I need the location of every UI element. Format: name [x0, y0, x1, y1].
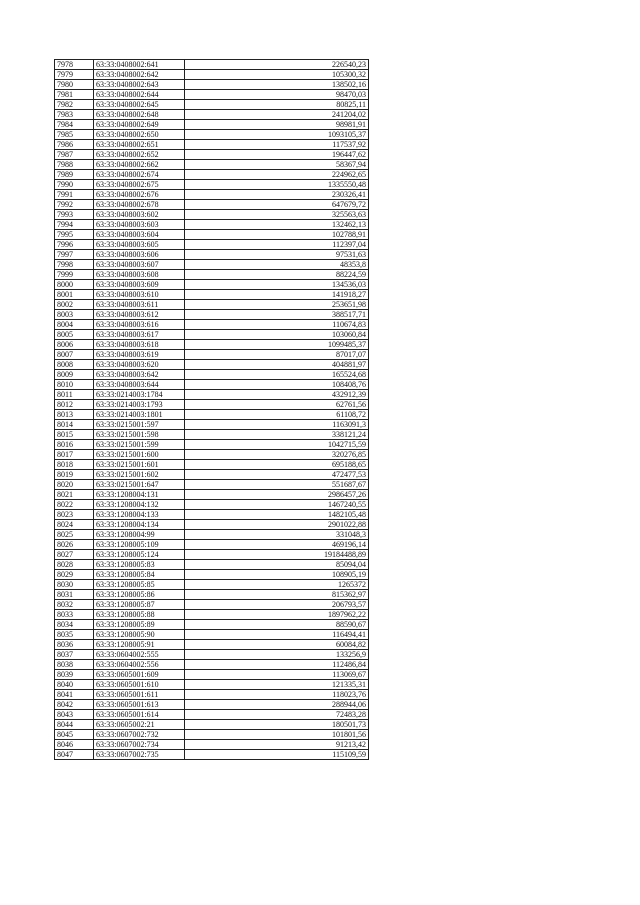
table-row	[55, 110, 369, 120]
table-row	[55, 480, 369, 490]
row-number: 8038	[55, 660, 94, 670]
table-row	[55, 380, 369, 390]
table-row	[55, 170, 369, 180]
data-table	[54, 59, 369, 760]
cadastral-value: 98981,91	[185, 120, 369, 130]
cadastral-number: 63:33:0408002:674	[94, 170, 185, 180]
row-number: 8019	[55, 470, 94, 480]
row-number: 8025	[55, 530, 94, 540]
table-row	[55, 490, 369, 500]
row-number: 7991	[55, 190, 94, 200]
cadastral-value: 331048,3	[185, 530, 369, 540]
cadastral-number: 63:33:1208004:133	[94, 510, 185, 520]
cadastral-value: 101801,56	[185, 730, 369, 740]
cadastral-number: 63:33:0408003:602	[94, 210, 185, 220]
row-number: 7985	[55, 130, 94, 140]
row-number: 8034	[55, 620, 94, 630]
cadastral-value: 87017,07	[185, 350, 369, 360]
row-number: 8012	[55, 400, 94, 410]
cadastral-value: 118023,76	[185, 690, 369, 700]
table-row	[55, 450, 369, 460]
row-number: 7983	[55, 110, 94, 120]
table-row	[55, 590, 369, 600]
table-row	[55, 500, 369, 510]
row-number: 7993	[55, 210, 94, 220]
cadastral-number: 63:33:0408003:606	[94, 250, 185, 260]
cadastral-number: 63:33:1208005:89	[94, 620, 185, 630]
table-row	[55, 140, 369, 150]
cadastral-value: 98470,03	[185, 90, 369, 100]
row-number: 8033	[55, 610, 94, 620]
table-row	[55, 750, 369, 760]
row-number: 7984	[55, 120, 94, 130]
row-number: 7990	[55, 180, 94, 190]
cadastral-value: 2901022,88	[185, 520, 369, 530]
cadastral-number: 63:33:0408002:650	[94, 130, 185, 140]
table-body	[55, 60, 369, 760]
row-number: 8003	[55, 310, 94, 320]
table-row	[55, 100, 369, 110]
cadastral-value: 103060,84	[185, 330, 369, 340]
table-row	[55, 300, 369, 310]
cadastral-value: 206793,57	[185, 600, 369, 610]
row-number: 7994	[55, 220, 94, 230]
table-row	[55, 540, 369, 550]
table-row	[55, 670, 369, 680]
row-number: 7992	[55, 200, 94, 210]
table-row	[55, 330, 369, 340]
table-row	[55, 580, 369, 590]
cadastral-value: 121335,31	[185, 680, 369, 690]
table-row	[55, 160, 369, 170]
cadastral-value: 647679,72	[185, 200, 369, 210]
table-row	[55, 250, 369, 260]
cadastral-number: 63:33:0604002:556	[94, 660, 185, 670]
row-number: 7996	[55, 240, 94, 250]
table-row	[55, 60, 369, 70]
cadastral-number: 63:33:0605001:610	[94, 680, 185, 690]
cadastral-value: 141918,27	[185, 290, 369, 300]
cadastral-number: 63:33:1208004:99	[94, 530, 185, 540]
cadastral-number: 63:33:1208005:88	[94, 610, 185, 620]
cadastral-number: 63:33:1208004:132	[94, 500, 185, 510]
table-row	[55, 740, 369, 750]
row-number: 8042	[55, 700, 94, 710]
table-row	[55, 400, 369, 410]
cadastral-number: 63:33:0215001:597	[94, 420, 185, 430]
cadastral-value: 1897962,22	[185, 610, 369, 620]
cadastral-number: 63:33:0215001:601	[94, 460, 185, 470]
table-row	[55, 730, 369, 740]
cadastral-number: 63:33:0408002:645	[94, 100, 185, 110]
row-number: 7980	[55, 80, 94, 90]
cadastral-value: 196447,62	[185, 150, 369, 160]
row-number: 8040	[55, 680, 94, 690]
cadastral-number: 63:33:1208005:124	[94, 550, 185, 560]
cadastral-number: 63:33:0408002:676	[94, 190, 185, 200]
cadastral-number: 63:33:0408003:605	[94, 240, 185, 250]
table-row	[55, 390, 369, 400]
cadastral-value: 138502,16	[185, 80, 369, 90]
row-number: 7987	[55, 150, 94, 160]
table-row	[55, 710, 369, 720]
cadastral-value: 134536,03	[185, 280, 369, 290]
cadastral-number: 63:33:1208005:90	[94, 630, 185, 640]
cadastral-value: 253651,98	[185, 300, 369, 310]
cadastral-value: 19184488,89	[185, 550, 369, 560]
table-row	[55, 230, 369, 240]
cadastral-number: 63:33:0408002:642	[94, 70, 185, 80]
row-number: 8026	[55, 540, 94, 550]
cadastral-number: 63:33:1208005:85	[94, 580, 185, 590]
row-number: 7982	[55, 100, 94, 110]
cadastral-number: 63:33:0408002:675	[94, 180, 185, 190]
row-number: 8017	[55, 450, 94, 460]
cadastral-number: 63:33:0408003:620	[94, 360, 185, 370]
cadastral-number: 63:33:1208005:86	[94, 590, 185, 600]
row-number: 8041	[55, 690, 94, 700]
row-number: 8027	[55, 550, 94, 560]
cadastral-number: 63:33:0215001:602	[94, 470, 185, 480]
row-number: 8004	[55, 320, 94, 330]
cadastral-number: 63:33:0215001:598	[94, 430, 185, 440]
cadastral-value: 1163091,3	[185, 420, 369, 430]
table-row	[55, 130, 369, 140]
row-number: 8023	[55, 510, 94, 520]
cadastral-number: 63:33:0408003:607	[94, 260, 185, 270]
cadastral-value: 102788,91	[185, 230, 369, 240]
row-number: 7978	[55, 60, 94, 70]
table-row	[55, 260, 369, 270]
cadastral-number: 63:33:0215001:599	[94, 440, 185, 450]
table-row	[55, 470, 369, 480]
table-row	[55, 310, 369, 320]
cadastral-number: 63:33:0408002:643	[94, 80, 185, 90]
table-row	[55, 720, 369, 730]
row-number: 8001	[55, 290, 94, 300]
table-row	[55, 150, 369, 160]
cadastral-value: 58367,94	[185, 160, 369, 170]
cadastral-number: 63:33:0408003:616	[94, 320, 185, 330]
cadastral-value: 469196,14	[185, 540, 369, 550]
cadastral-value: 108905,19	[185, 570, 369, 580]
cadastral-number: 63:33:0408002:662	[94, 160, 185, 170]
table-row	[55, 510, 369, 520]
cadastral-value: 404881,97	[185, 360, 369, 370]
cadastral-number: 63:33:1208005:91	[94, 640, 185, 650]
row-number: 8046	[55, 740, 94, 750]
table-row	[55, 80, 369, 90]
table-row	[55, 640, 369, 650]
row-number: 8005	[55, 330, 94, 340]
cadastral-number: 63:33:0408002:649	[94, 120, 185, 130]
table-row	[55, 90, 369, 100]
cadastral-value: 116494,41	[185, 630, 369, 640]
row-number: 8028	[55, 560, 94, 570]
table-row	[55, 370, 369, 380]
row-number: 8010	[55, 380, 94, 390]
row-number: 8043	[55, 710, 94, 720]
table-row	[55, 440, 369, 450]
cadastral-value: 110674,83	[185, 320, 369, 330]
table-row	[55, 220, 369, 230]
cadastral-value: 1093105,37	[185, 130, 369, 140]
table-row	[55, 430, 369, 440]
cadastral-number: 63:33:0215001:647	[94, 480, 185, 490]
cadastral-value: 338121,24	[185, 430, 369, 440]
row-number: 8020	[55, 480, 94, 490]
table-row	[55, 180, 369, 190]
cadastral-number: 63:33:1208005:87	[94, 600, 185, 610]
row-number: 8037	[55, 650, 94, 660]
row-number: 8031	[55, 590, 94, 600]
cadastral-number: 63:33:1208005:84	[94, 570, 185, 580]
cadastral-number: 63:33:1208004:134	[94, 520, 185, 530]
row-number: 7998	[55, 260, 94, 270]
table-row	[55, 560, 369, 570]
row-number: 8029	[55, 570, 94, 580]
cadastral-value: 388517,71	[185, 310, 369, 320]
cadastral-value: 60084,82	[185, 640, 369, 650]
cadastral-value: 1467240,55	[185, 500, 369, 510]
cadastral-value: 115109,59	[185, 750, 369, 760]
cadastral-value: 88224,59	[185, 270, 369, 280]
cadastral-number: 63:33:0408003:619	[94, 350, 185, 360]
cadastral-value: 91213,42	[185, 740, 369, 750]
table-row	[55, 620, 369, 630]
cadastral-number: 63:33:0607002:735	[94, 750, 185, 760]
row-number: 8039	[55, 670, 94, 680]
row-number: 7979	[55, 70, 94, 80]
cadastral-number: 63:33:0408003:644	[94, 380, 185, 390]
row-number: 8011	[55, 390, 94, 400]
cadastral-value: 241204,02	[185, 110, 369, 120]
table-row	[55, 290, 369, 300]
row-number: 8013	[55, 410, 94, 420]
table-row	[55, 610, 369, 620]
cadastral-value: 1482105,48	[185, 510, 369, 520]
cadastral-value: 224962,65	[185, 170, 369, 180]
row-number: 8008	[55, 360, 94, 370]
cadastral-number: 63:33:0408002:652	[94, 150, 185, 160]
row-number: 8036	[55, 640, 94, 650]
table-row	[55, 270, 369, 280]
row-number: 7981	[55, 90, 94, 100]
table-row	[55, 660, 369, 670]
cadastral-number: 63:33:0408002:644	[94, 90, 185, 100]
cadastral-number: 63:33:0408003:618	[94, 340, 185, 350]
table-row	[55, 210, 369, 220]
table-row	[55, 550, 369, 560]
cadastral-value: 230326,41	[185, 190, 369, 200]
row-number: 7995	[55, 230, 94, 240]
cadastral-value: 105300,32	[185, 70, 369, 80]
table-row	[55, 200, 369, 210]
cadastral-number: 63:33:0408002:678	[94, 200, 185, 210]
table-row	[55, 410, 369, 420]
row-number: 8044	[55, 720, 94, 730]
cadastral-number: 63:33:0408003:609	[94, 280, 185, 290]
cadastral-number: 63:33:0214003:1801	[94, 410, 185, 420]
table-row	[55, 690, 369, 700]
cadastral-value: 133256,9	[185, 650, 369, 660]
cadastral-value: 325563,63	[185, 210, 369, 220]
row-number: 8015	[55, 430, 94, 440]
cadastral-value: 472477,53	[185, 470, 369, 480]
table-row	[55, 680, 369, 690]
row-number: 8045	[55, 730, 94, 740]
table-row	[55, 520, 369, 530]
table-row	[55, 70, 369, 80]
cadastral-number: 63:33:0605001:613	[94, 700, 185, 710]
cadastral-value: 97531,63	[185, 250, 369, 260]
row-number: 8047	[55, 750, 94, 760]
row-number: 7986	[55, 140, 94, 150]
cadastral-number: 63:33:0214003:1784	[94, 390, 185, 400]
cadastral-value: 72483,28	[185, 710, 369, 720]
table-row	[55, 530, 369, 540]
row-number: 8016	[55, 440, 94, 450]
cadastral-number: 63:33:0408002:648	[94, 110, 185, 120]
table-row	[55, 190, 369, 200]
cadastral-value: 226540,23	[185, 60, 369, 70]
cadastral-number: 63:33:1208005:109	[94, 540, 185, 550]
cadastral-value: 48353,8	[185, 260, 369, 270]
cadastral-value: 1335550,48	[185, 180, 369, 190]
cadastral-value: 80825,11	[185, 100, 369, 110]
row-number: 8009	[55, 370, 94, 380]
table-row	[55, 240, 369, 250]
cadastral-value: 320276,85	[185, 450, 369, 460]
cadastral-value: 695188,65	[185, 460, 369, 470]
row-number: 7989	[55, 170, 94, 180]
table-row	[55, 320, 369, 330]
cadastral-value: 288944,06	[185, 700, 369, 710]
row-number: 8018	[55, 460, 94, 470]
cadastral-value: 165524,68	[185, 370, 369, 380]
row-number: 8022	[55, 500, 94, 510]
cadastral-value: 113069,67	[185, 670, 369, 680]
cadastral-value: 180501,73	[185, 720, 369, 730]
table-row	[55, 650, 369, 660]
cadastral-number: 63:33:0215001:600	[94, 450, 185, 460]
cadastral-number: 63:33:0605001:614	[94, 710, 185, 720]
row-number: 8032	[55, 600, 94, 610]
row-number: 8035	[55, 630, 94, 640]
cadastral-value: 1099485,37	[185, 340, 369, 350]
table-row	[55, 350, 369, 360]
row-number: 8006	[55, 340, 94, 350]
table-row	[55, 420, 369, 430]
cadastral-value: 432912,39	[185, 390, 369, 400]
cadastral-value: 108408,76	[185, 380, 369, 390]
table-row	[55, 360, 369, 370]
cadastral-number: 63:33:0408003:610	[94, 290, 185, 300]
cadastral-number: 63:33:0408002:641	[94, 60, 185, 70]
row-number: 8002	[55, 300, 94, 310]
cadastral-number: 63:33:0408003:612	[94, 310, 185, 320]
cadastral-number: 63:33:1208005:83	[94, 560, 185, 570]
row-number: 8000	[55, 280, 94, 290]
cadastral-value: 61108,72	[185, 410, 369, 420]
cadastral-number: 63:33:0408003:617	[94, 330, 185, 340]
table-row	[55, 280, 369, 290]
cadastral-value: 1265372	[185, 580, 369, 590]
table-row	[55, 700, 369, 710]
cadastral-value: 1042715,59	[185, 440, 369, 450]
cadastral-number: 63:33:0408003:603	[94, 220, 185, 230]
row-number: 8030	[55, 580, 94, 590]
cadastral-value: 815362,97	[185, 590, 369, 600]
cadastral-number: 63:33:0604002:555	[94, 650, 185, 660]
cadastral-value: 551687,67	[185, 480, 369, 490]
cadastral-number: 63:33:0607002:732	[94, 730, 185, 740]
cadastral-number: 63:33:1208004:131	[94, 490, 185, 500]
row-number: 8007	[55, 350, 94, 360]
table-row	[55, 630, 369, 640]
cadastral-value: 2986457,26	[185, 490, 369, 500]
cadastral-number: 63:33:0605002:21	[94, 720, 185, 730]
table-row	[55, 340, 369, 350]
cadastral-number: 63:33:0607002:734	[94, 740, 185, 750]
row-number: 8014	[55, 420, 94, 430]
table-row	[55, 570, 369, 580]
cadastral-number: 63:33:0408003:604	[94, 230, 185, 240]
cadastral-value: 112486,84	[185, 660, 369, 670]
cadastral-number: 63:33:0408003:642	[94, 370, 185, 380]
cadastral-number: 63:33:0214003:1793	[94, 400, 185, 410]
table-row	[55, 600, 369, 610]
cadastral-value: 117537,92	[185, 140, 369, 150]
cadastral-value: 88590,67	[185, 620, 369, 630]
row-number: 8021	[55, 490, 94, 500]
row-number: 7999	[55, 270, 94, 280]
table-row	[55, 120, 369, 130]
cadastral-number: 63:33:0605001:609	[94, 670, 185, 680]
cadastral-value: 132462,13	[185, 220, 369, 230]
cadastral-value: 62761,56	[185, 400, 369, 410]
cadastral-number: 63:33:0408002:651	[94, 140, 185, 150]
cadastral-value: 85094,04	[185, 560, 369, 570]
row-number: 7988	[55, 160, 94, 170]
cadastral-value: 112397,04	[185, 240, 369, 250]
cadastral-number: 63:33:0605001:611	[94, 690, 185, 700]
table-row	[55, 460, 369, 470]
row-number: 8024	[55, 520, 94, 530]
cadastral-number: 63:33:0408003:611	[94, 300, 185, 310]
row-number: 7997	[55, 250, 94, 260]
cadastral-number: 63:33:0408003:608	[94, 270, 185, 280]
